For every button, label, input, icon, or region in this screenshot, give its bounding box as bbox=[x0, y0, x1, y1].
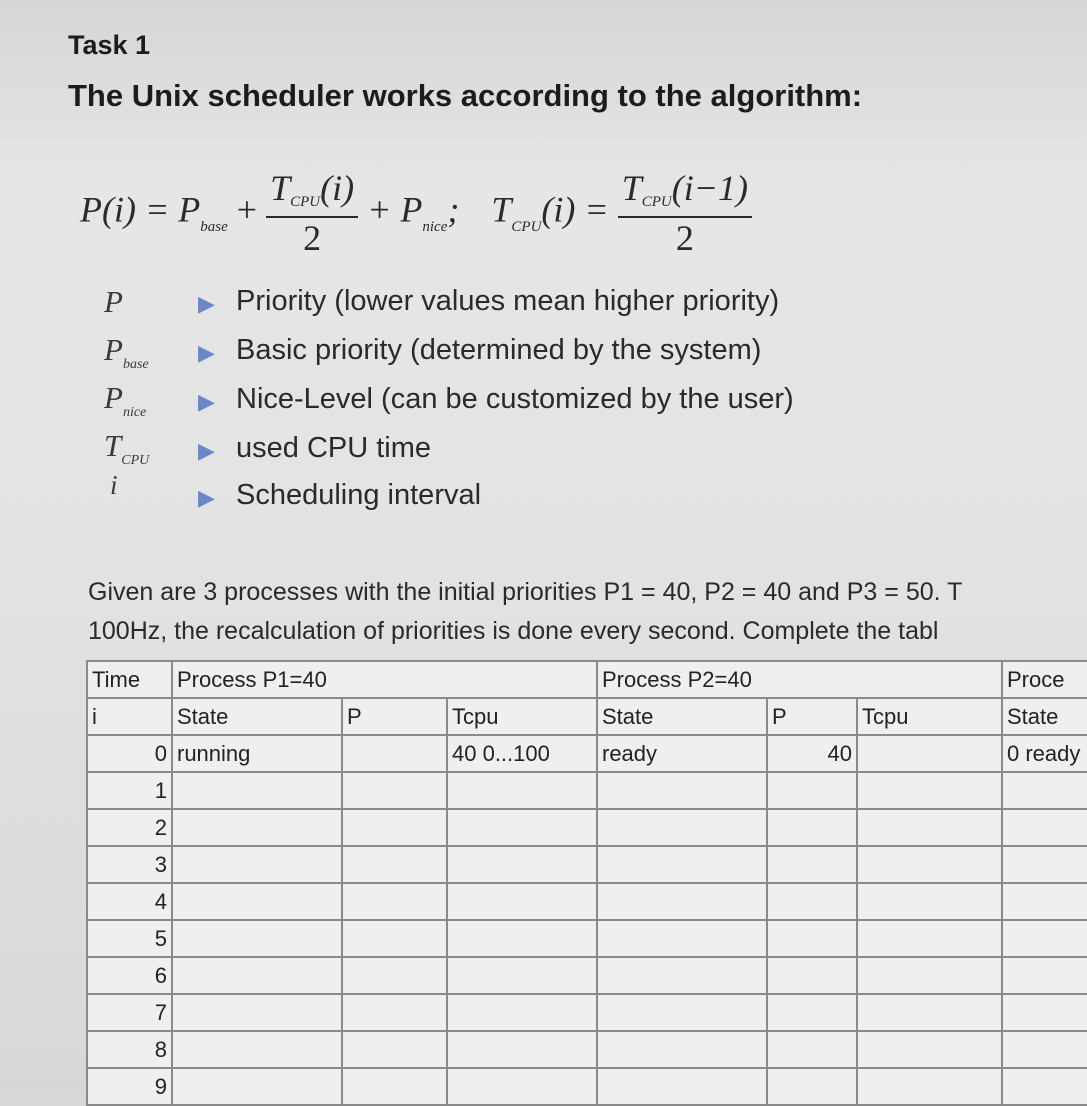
formula-fraction-1 bbox=[266, 168, 358, 258]
interval-cell: 6 bbox=[87, 957, 172, 994]
table-cell[interactable] bbox=[857, 883, 1002, 920]
table-cell[interactable] bbox=[447, 772, 597, 809]
table-cell[interactable] bbox=[342, 957, 447, 994]
arrow-icon: ▶ bbox=[198, 485, 215, 510]
table-cell[interactable]: 0 bbox=[87, 735, 172, 772]
interval-cell: 8 bbox=[87, 1031, 172, 1068]
table-cell[interactable] bbox=[447, 957, 597, 994]
legend-text-tcpu: used CPU time bbox=[236, 432, 432, 464]
table-cell[interactable] bbox=[857, 735, 1002, 772]
formula-lhs: P(i) = P bbox=[80, 189, 201, 230]
table-row bbox=[87, 809, 1087, 846]
frac2-num: T bbox=[621, 168, 642, 208]
frac2-den: 2 bbox=[675, 218, 694, 258]
formula-plus-pnice: + P bbox=[367, 189, 423, 230]
table-cell[interactable] bbox=[597, 883, 767, 920]
formula-tcpu: T bbox=[491, 189, 512, 230]
frac1-num-arg: (i) bbox=[320, 168, 355, 208]
table-cell[interactable] bbox=[857, 1031, 1002, 1068]
table-cell[interactable] bbox=[1002, 1068, 1087, 1105]
legend-symbol-pbase: $P_{base}$ bbox=[104, 332, 149, 372]
table-cell[interactable] bbox=[342, 1031, 447, 1068]
given-text-line-1: Given are 3 processes with the initial priorities P1 = 40, P2 = 40 and P3 = 50. T bbox=[88, 578, 963, 606]
table-cell[interactable] bbox=[172, 846, 342, 883]
legend-symbol-i: i bbox=[110, 470, 118, 500]
table-cell[interactable] bbox=[857, 994, 1002, 1031]
table-cell[interactable] bbox=[857, 957, 1002, 994]
table-cell[interactable] bbox=[597, 994, 767, 1031]
table-cell[interactable] bbox=[597, 920, 767, 957]
table-cell[interactable]: ready bbox=[597, 735, 767, 772]
table-cell[interactable] bbox=[342, 883, 447, 920]
formula-fraction-2 bbox=[618, 168, 752, 258]
table-cell[interactable] bbox=[767, 920, 857, 957]
table-cell[interactable] bbox=[1002, 772, 1087, 809]
frac1-num: T bbox=[270, 168, 291, 208]
table-row bbox=[87, 1031, 1087, 1068]
table-cell[interactable] bbox=[342, 994, 447, 1031]
table-cell[interactable]: 40 0...100 bbox=[447, 735, 597, 772]
given-text-line-2: 100Hz, the recalculation of priorities is done every second. Complete the tabl bbox=[88, 617, 939, 645]
intro-text: The Unix scheduler works according to the algorithm: bbox=[68, 78, 863, 113]
interval-cell: 3 bbox=[87, 846, 172, 883]
subheader-cell: State bbox=[1002, 698, 1087, 735]
table-cell[interactable] bbox=[172, 994, 342, 1031]
table-cell[interactable] bbox=[447, 994, 597, 1031]
legend-text-interval: Scheduling interval bbox=[236, 479, 482, 511]
legend-symbol-tcpu: $T_{CPU}$ bbox=[104, 428, 150, 468]
subheader-cell: i bbox=[87, 698, 172, 735]
table-cell[interactable] bbox=[597, 772, 767, 809]
frac2-num-arg: (i−1) bbox=[671, 168, 748, 208]
interval-cell: 5 bbox=[87, 920, 172, 957]
interval-cell: 9 bbox=[87, 1068, 172, 1105]
table-cell[interactable] bbox=[447, 1031, 597, 1068]
table-cell[interactable] bbox=[597, 1068, 767, 1105]
table-cell[interactable] bbox=[1002, 809, 1087, 846]
table-cell[interactable] bbox=[172, 1031, 342, 1068]
interval-cell: 2 bbox=[87, 809, 172, 846]
table-cell[interactable] bbox=[767, 883, 857, 920]
arrow-icon: ▶ bbox=[198, 389, 215, 414]
table-cell[interactable] bbox=[172, 772, 342, 809]
formula-tcpu-arg: (i) = bbox=[541, 189, 609, 230]
table-row bbox=[87, 772, 1087, 809]
table-cell[interactable] bbox=[447, 809, 597, 846]
table-cell[interactable]: 0 ready bbox=[1002, 735, 1087, 772]
table-cell[interactable] bbox=[857, 1068, 1002, 1105]
formula-sep: ; bbox=[447, 189, 460, 230]
table-cell[interactable] bbox=[172, 920, 342, 957]
legend-text-priority: Priority (lower values mean higher priority) bbox=[236, 285, 780, 317]
frac2-num-sub: CPU bbox=[641, 194, 672, 210]
table-cell[interactable] bbox=[342, 920, 447, 957]
formula-nice-sub: nice bbox=[422, 219, 448, 236]
table-cell[interactable] bbox=[767, 809, 857, 846]
table-cell[interactable] bbox=[597, 809, 767, 846]
formula bbox=[80, 168, 752, 258]
table-cell[interactable] bbox=[1002, 883, 1087, 920]
table-cell[interactable] bbox=[447, 1068, 597, 1105]
subheader-cell: P bbox=[342, 698, 447, 735]
header-cell bbox=[447, 661, 597, 698]
table-row bbox=[87, 957, 1087, 994]
table-cell[interactable] bbox=[767, 1068, 857, 1105]
legend-symbol-pnice: $P_{nice}$ bbox=[104, 380, 147, 420]
legend-symbol-p: P bbox=[104, 284, 123, 319]
frac1-den: 2 bbox=[303, 218, 322, 258]
table-cell[interactable] bbox=[1002, 1031, 1087, 1068]
legend-text-nice: Nice-Level (can be customized by the user) bbox=[236, 383, 794, 415]
table-cell[interactable]: running bbox=[172, 735, 342, 772]
subheader-cell: Tcpu bbox=[447, 698, 597, 735]
header-cell bbox=[857, 661, 1002, 698]
subheader-cell: State bbox=[597, 698, 767, 735]
table-cell[interactable] bbox=[767, 772, 857, 809]
table-cell[interactable] bbox=[342, 1068, 447, 1105]
header-cell: Process P2=40 bbox=[597, 661, 767, 698]
table-cell[interactable] bbox=[597, 846, 767, 883]
formula-tcpu-sub: CPU bbox=[511, 219, 542, 236]
table-cell[interactable] bbox=[342, 772, 447, 809]
schedule-table bbox=[86, 660, 1087, 1106]
arrow-icon: ▶ bbox=[198, 291, 215, 316]
interval-cell: 1 bbox=[87, 772, 172, 809]
table-cell[interactable] bbox=[172, 957, 342, 994]
table-row bbox=[87, 994, 1087, 1031]
table-cell[interactable] bbox=[172, 809, 342, 846]
header-cell bbox=[342, 661, 447, 698]
table-cell[interactable] bbox=[597, 957, 767, 994]
table-cell[interactable] bbox=[767, 1031, 857, 1068]
task-title: Task 1 bbox=[68, 30, 151, 60]
header-cell: Time bbox=[87, 661, 172, 698]
header-cell: Process P1=40 bbox=[172, 661, 342, 698]
table-cell[interactable] bbox=[172, 1068, 342, 1105]
table-cell[interactable] bbox=[1002, 846, 1087, 883]
arrow-icon: ▶ bbox=[198, 438, 215, 463]
table-cell[interactable] bbox=[1002, 957, 1087, 994]
table-subheader-row bbox=[87, 698, 1087, 735]
formula-base-sub: base bbox=[200, 219, 228, 236]
table-cell[interactable] bbox=[767, 994, 857, 1031]
table-row bbox=[87, 846, 1087, 883]
table-row bbox=[87, 883, 1087, 920]
table-cell[interactable]: 40 bbox=[767, 735, 857, 772]
formula-plus: + bbox=[236, 189, 258, 230]
interval-cell: 7 bbox=[87, 994, 172, 1031]
table-cell[interactable] bbox=[172, 883, 342, 920]
table-cell[interactable] bbox=[342, 735, 447, 772]
header-cell bbox=[767, 661, 857, 698]
frac1-num-sub: CPU bbox=[290, 194, 321, 210]
table-cell[interactable] bbox=[447, 920, 597, 957]
table-cell[interactable] bbox=[1002, 920, 1087, 957]
table-cell[interactable] bbox=[447, 846, 597, 883]
table-cell[interactable] bbox=[1002, 994, 1087, 1031]
table-header-row bbox=[87, 661, 1087, 698]
table-cell[interactable] bbox=[857, 809, 1002, 846]
table-cell[interactable] bbox=[857, 772, 1002, 809]
table-cell[interactable] bbox=[447, 883, 597, 920]
subheader-cell: P bbox=[767, 698, 857, 735]
table-row bbox=[87, 1068, 1087, 1105]
interval-cell: 4 bbox=[87, 883, 172, 920]
table-cell[interactable] bbox=[857, 846, 1002, 883]
table-cell[interactable] bbox=[342, 846, 447, 883]
header-cell: Proce bbox=[1002, 661, 1087, 698]
table-cell[interactable] bbox=[767, 957, 857, 994]
table-cell[interactable] bbox=[342, 809, 447, 846]
subheader-cell: Tcpu bbox=[857, 698, 1002, 735]
table-row bbox=[87, 920, 1087, 957]
legend-text-base: Basic priority (determined by the system) bbox=[236, 334, 762, 366]
table-cell[interactable] bbox=[597, 1031, 767, 1068]
table-cell[interactable] bbox=[767, 846, 857, 883]
subheader-cell: State bbox=[172, 698, 342, 735]
table-row bbox=[87, 735, 1087, 772]
table-cell[interactable] bbox=[857, 920, 1002, 957]
arrow-icon: ▶ bbox=[198, 340, 215, 365]
